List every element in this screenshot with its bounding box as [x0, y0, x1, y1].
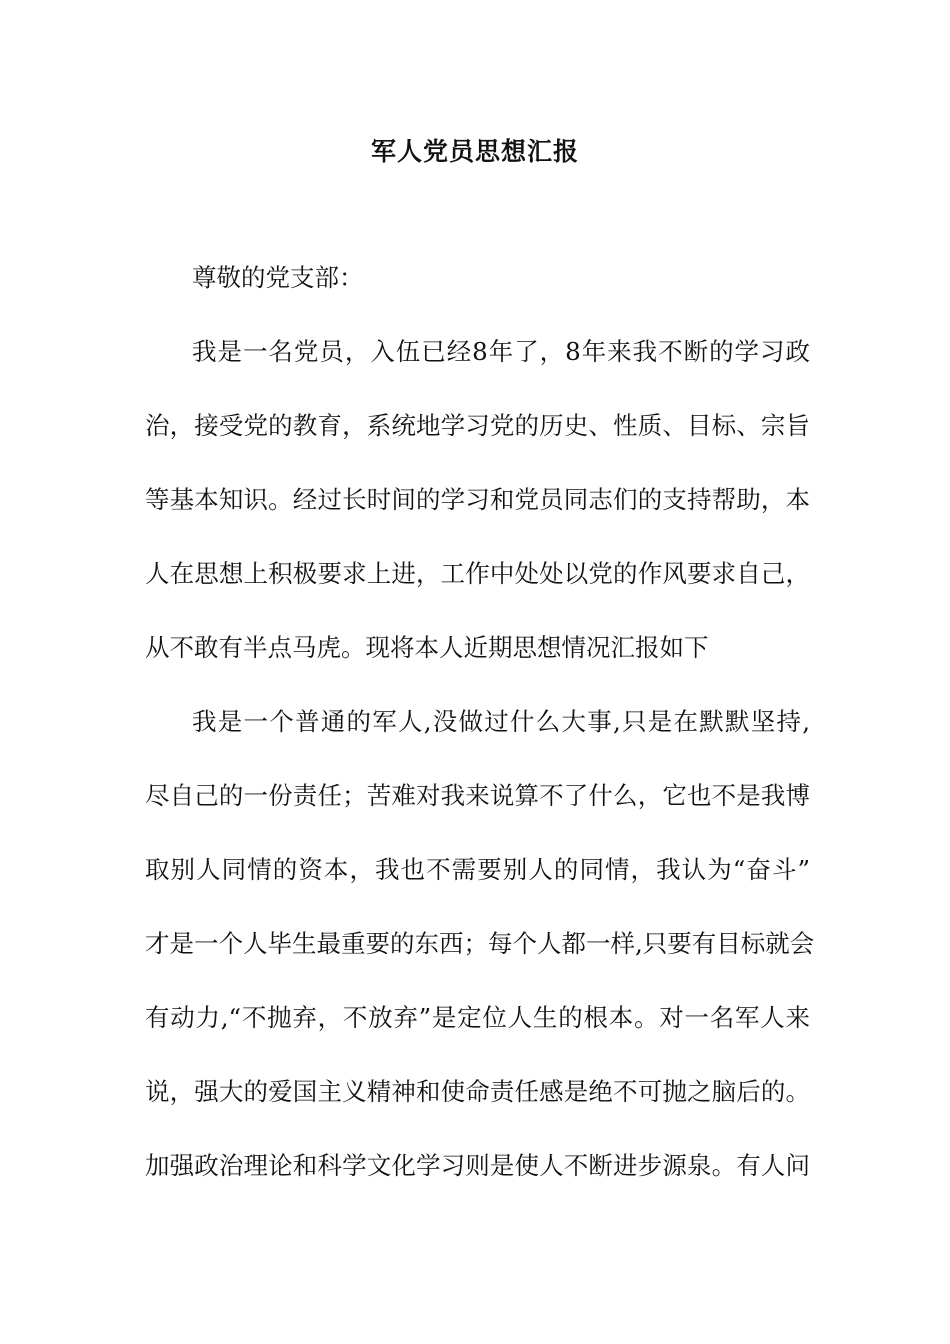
- paragraph-line: 治，接受党的教育，系统地学习党的历史、性质、目标、宗旨: [145, 411, 810, 440]
- paragraph-line: 我是一名党员，入伍已经8年了，8年来我不断的学习政: [192, 337, 810, 366]
- paragraph-line: 等基本知识。经过长时间的学习和党员同志们的支持帮助，本: [145, 485, 810, 514]
- paragraph-line: 我是一个普通的军人,没做过什么大事,只是在默默坚持,: [192, 707, 810, 736]
- paragraph-line: 有动力,“不抛弃，不放弃”是定位人生的根本。对一名军人来: [145, 1003, 810, 1032]
- paragraph-line: 说，强大的爱国主义精神和使命责任感是绝不可抛之脑后的。: [145, 1077, 810, 1106]
- paragraph-line: 从不敢有半点马虎。现将本人近期思想情况汇报如下: [145, 633, 709, 662]
- document-title: 军人党员思想汇报: [370, 137, 579, 166]
- paragraph-line: 加强政治理论和科学文化学习则是使人不断进步源泉。有人问: [145, 1151, 810, 1180]
- paragraph-line: 尽自己的一份责任；苦难对我来说算不了什么，它也不是我博: [145, 781, 810, 810]
- paragraph-line: 取别人同情的资本，我也不需要别人的同情，我认为“奋斗”: [145, 855, 810, 884]
- salutation: 尊敬的党支部：: [192, 263, 364, 292]
- paragraph-line: 才是一个人毕生最重要的东西；每个人都一样,只要有目标就会: [145, 929, 815, 958]
- paragraph-line: 人在思想上积极要求上进，工作中处处以党的作风要求自己，: [145, 559, 810, 588]
